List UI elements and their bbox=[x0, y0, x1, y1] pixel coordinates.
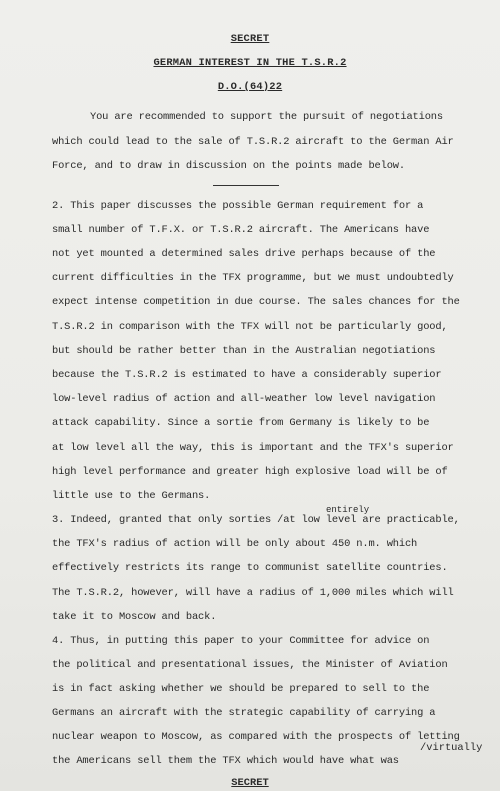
body-line: the political and presentational issues, the Minister of Aviation bbox=[52, 659, 448, 671]
body-line: the TFX's radius of action will be only about 450 n.m. which bbox=[52, 538, 418, 550]
body-line: The T.S.R.2, however, will have a radius of 1,000 miles which will bbox=[52, 587, 454, 599]
body-line: expect intense competition in due course. The sales chances for the bbox=[52, 296, 460, 308]
intro-line: Force, and to draw in discussion on the points made below. bbox=[52, 160, 405, 172]
body-line: is in fact asking whether we should be prepared to sell to the bbox=[52, 683, 430, 695]
document-reference: D.O.(64)22 bbox=[217, 81, 283, 93]
body-line: attack capability. Since a sortie from Germany is likely to be bbox=[52, 417, 430, 429]
separator-rule bbox=[213, 185, 279, 186]
body-line: 3. Indeed, granted that only sorties /at low level are practicable, bbox=[52, 514, 460, 526]
body-line: not yet mounted a determined sales drive perhaps because of the bbox=[52, 248, 436, 260]
body-line: current difficulties in the TFX programme, but we must undoubtedly bbox=[52, 272, 454, 284]
body-line: but should be rather better than in the Australian negotiations bbox=[52, 345, 436, 357]
classification-footer: SECRET bbox=[231, 777, 269, 789]
body-line: nuclear weapon to Moscow, as compared with the prospects of letting bbox=[52, 731, 460, 743]
body-line: T.S.R.2 in comparison with the TFX will not be particularly good, bbox=[52, 321, 448, 333]
body-line: because the T.S.R.2 is estimated to have a considerably superior bbox=[52, 369, 442, 381]
body-line: little use to the Germans. bbox=[52, 490, 211, 502]
body-line: 2. This paper discusses the possible German requirement for a bbox=[52, 200, 424, 212]
body-line: Germans an aircraft with the strategic capability of carrying a bbox=[52, 707, 436, 719]
body-line: high level performance and greater high explosive load will be of bbox=[52, 466, 448, 478]
body-line: small number of T.F.X. or T.S.R.2 aircraft. The Americans have bbox=[52, 224, 430, 236]
intro-line: which could lead to the sale of T.S.R.2 aircraft to the German Air bbox=[52, 136, 454, 148]
document-title: GERMAN INTEREST IN THE T.S.R.2 bbox=[153, 57, 347, 69]
body-line: the Americans sell them the TFX which would have what was bbox=[52, 755, 399, 767]
body-line: take it to Moscow and back. bbox=[52, 611, 217, 623]
classification-header: SECRET bbox=[230, 33, 270, 45]
body-line: low-level radius of action and all-weather low level navigation bbox=[52, 393, 436, 405]
continuation-word: /virtually bbox=[420, 742, 483, 754]
body-line: 4. Thus, in putting this paper to your Committee for advice on bbox=[52, 635, 430, 647]
body-line: at low level all the way, this is important and the TFX's superior bbox=[52, 442, 454, 454]
handwritten-insertion: entirely bbox=[326, 505, 370, 515]
intro-line: You are recommended to support the pursuit of negotiations bbox=[90, 111, 443, 123]
body-line: effectively restricts its range to communist satellite countries. bbox=[52, 562, 448, 574]
